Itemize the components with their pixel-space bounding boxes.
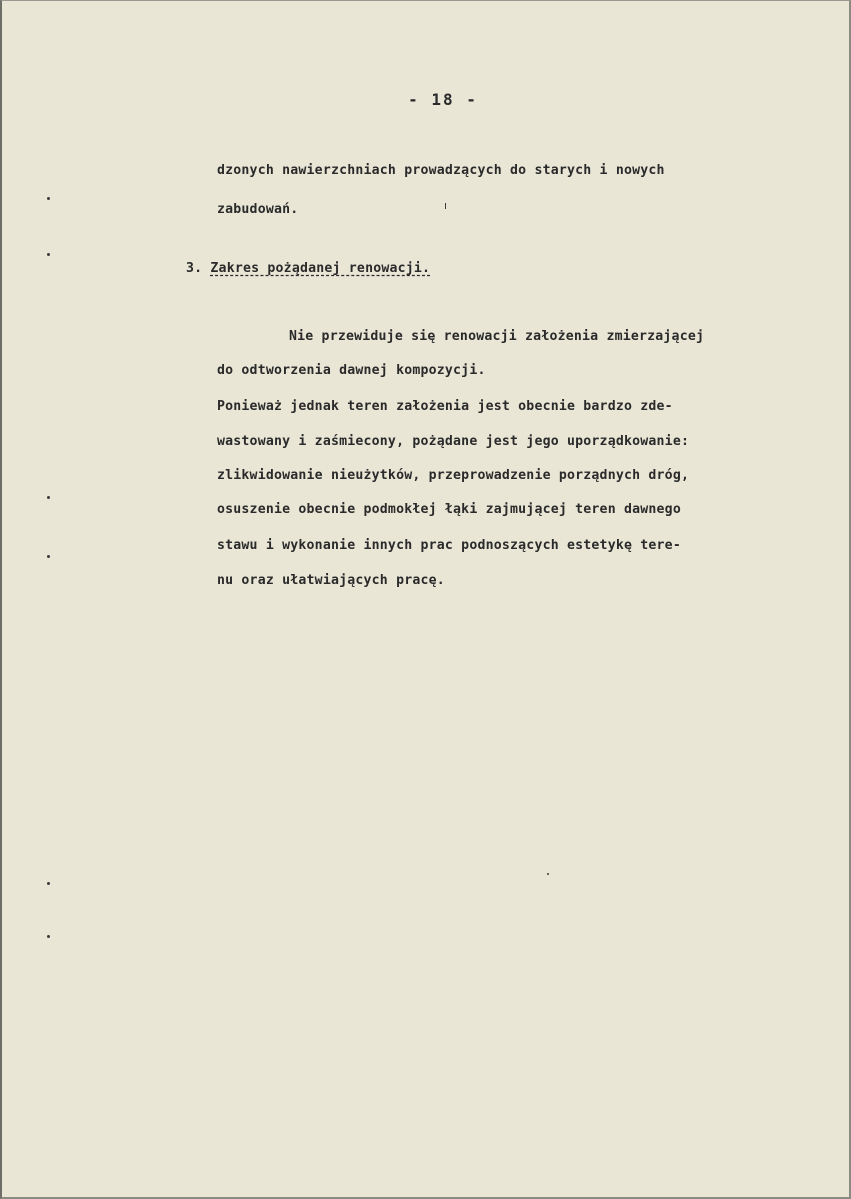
page-number: - 18 -	[408, 90, 478, 109]
body-line: nu oraz ułatwiających pracę.	[217, 573, 445, 588]
body-line: do odtworzenia dawnej kompozycji.	[217, 363, 486, 378]
paper-speck	[47, 197, 50, 200]
paper-speck	[47, 496, 50, 499]
section-number: 3.	[186, 261, 203, 276]
body-line: osuszenie obecnie podmokłej łąki zajmującej teren dawnego	[217, 502, 681, 517]
section-heading	[186, 260, 430, 278]
body-line: stawu i wykonanie innych prac podnoszących estetykę tere-	[217, 538, 681, 553]
body-line: Ponieważ jednak teren założenia jest obecnie bardzo zde-	[217, 399, 673, 414]
paragraph-line: zabudowań.	[217, 202, 299, 217]
section-title: Zakres pożądanej renowacji.	[210, 261, 431, 276]
paper-speck	[547, 873, 549, 875]
body-line: wastowany i zaśmiecony, pożądane jest jego uporządkowanie:	[217, 434, 690, 449]
paper-speck	[47, 253, 50, 256]
paper-speck	[47, 882, 50, 885]
paper-speck	[47, 935, 50, 938]
body-line: Nie przewiduje się renowacji założenia zmierzającej	[289, 329, 705, 344]
paragraph-line: dzonych nawierzchniach prowadzących do starych i nowych	[217, 163, 665, 178]
paper-speck	[47, 555, 50, 558]
paper-speck	[445, 203, 446, 209]
body-line: zlikwidowanie nieużytków, przeprowadzenie porządnych dróg,	[217, 468, 690, 483]
